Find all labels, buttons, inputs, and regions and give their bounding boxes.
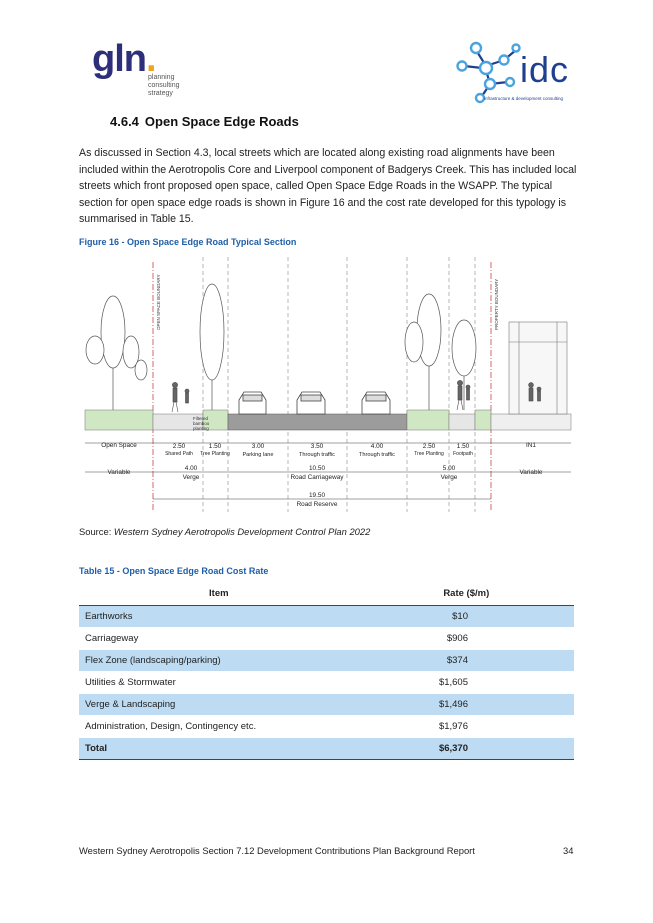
source-text: Western Sydney Aerotropolis Development Control Plan 2022: [113, 526, 371, 537]
table-header-row: [79, 582, 574, 606]
total-item: Total: [79, 738, 359, 760]
carriageway-width: 10.50: [309, 465, 325, 472]
footer-page-number: 34: [563, 845, 574, 856]
cost-rate-table: [79, 582, 574, 760]
gln-logo: [92, 40, 156, 78]
road-cross-section-figure: [79, 252, 579, 516]
section-number: 4.6.4: [110, 114, 139, 129]
reserve-width: 19.50: [309, 492, 325, 499]
verge-left-label: Verge: [182, 474, 200, 481]
right-zone-label: IN1: [526, 442, 536, 449]
segment-label-tree-planting-right: Tree Planting: [414, 451, 444, 457]
row-item: Verge & Landscaping: [79, 694, 359, 716]
segment-width-shared-path: 2.50: [172, 443, 186, 450]
verge-right-width: 5.00: [442, 465, 456, 472]
table-caption: Table 15 - Open Space Edge Road Cost Rate: [79, 566, 269, 576]
gln-tagline-line: consulting: [148, 82, 180, 89]
property-boundary-label: PROPERTY BOUNDARY: [494, 278, 499, 330]
column-header-rate: Rate ($/m): [359, 582, 574, 606]
row-item: Utilities & Stormwater: [79, 672, 359, 694]
segment-label-footpath: Footpath: [453, 451, 473, 457]
row-rate: $374: [359, 650, 574, 672]
gln-tagline-line: planning: [148, 74, 175, 81]
open-space-ground: [85, 410, 153, 430]
row-rate: $1,496: [359, 694, 574, 716]
filtered-bamboo-label-1: Filtered: [193, 416, 209, 421]
column-header-item: Item: [79, 582, 359, 606]
source-prefix: Source:: [79, 526, 114, 537]
table-row: [79, 672, 574, 694]
total-rate: $6,370: [359, 738, 574, 760]
segment-label-parking: Parking lane: [242, 452, 274, 458]
section-heading: [110, 114, 299, 129]
table-total-row: [79, 738, 574, 760]
figure-caption: Figure 16 - Open Space Edge Road Typical Section: [79, 237, 297, 247]
segment-width-tree-planting-left: 1.50: [208, 443, 222, 450]
row-rate: $1,605: [359, 672, 574, 694]
segment-label-through-2: Through traffic: [359, 452, 395, 458]
carriageway-label: Road Carriageway: [290, 474, 344, 481]
variable-right-label: Variable: [519, 469, 543, 476]
gln-logo-word: gln: [92, 38, 146, 80]
table-row: [79, 716, 574, 738]
table-row: [79, 628, 574, 650]
row-item: Administration, Design, Contingency etc.: [79, 716, 359, 738]
segment-label-tree-planting-left: Tree Planting: [200, 451, 230, 457]
figure-source: [79, 526, 370, 537]
section-title: Open Space Edge Roads: [144, 114, 299, 129]
row-rate: $906: [359, 628, 574, 650]
segment-width-parking: 3.00: [251, 443, 265, 450]
row-rate: $1,976: [359, 716, 574, 738]
filtered-bamboo-label-3: planting: [193, 426, 209, 431]
open-space-boundary-label: OPEN SPACE BOUNDARY: [156, 274, 161, 330]
footpath-ground: [449, 414, 475, 430]
segment-label-shared-path: Shared Path: [165, 451, 193, 457]
verge-left-width: 4.00: [184, 465, 198, 472]
segment-label-through-1: Through traffic: [299, 452, 335, 458]
left-zone-label: Open Space: [101, 442, 137, 449]
body-paragraph: As discussed in Section 4.3, local streets which are located along existing road alignments have been included within the Aerotropolis Core and Liverpool component of Badgerys Creek. This has included local streets which front proposed open space, called Open Space Edge Roads in the WSAPP. The typical section for open space edge roads is shown in Figure 16 and the cost rate developed for this typology is summarised in Table 15.: [79, 147, 577, 226]
idc-logo-word: idc: [520, 49, 570, 90]
variable-left-label: Variable: [107, 469, 131, 476]
segment-width-tree-planting-right: 2.50: [422, 443, 436, 450]
table-row: [79, 694, 574, 716]
carriageway-surface: [228, 414, 407, 430]
gln-logo-dot: .: [145, 38, 156, 80]
property-ground: [475, 410, 491, 430]
segment-width-through-1: 3.50: [310, 443, 324, 450]
right-planting-ground: [407, 410, 449, 430]
row-item: Carriageway: [79, 628, 359, 650]
filtered-bamboo-label-2: bamboo: [193, 421, 210, 426]
idc-tagline: infrastructure & development consulting: [484, 96, 564, 101]
table-row: [79, 606, 574, 628]
footer-report-title: Western Sydney Aerotropolis Section 7.12 Development Contributions Plan Background Report: [79, 845, 475, 856]
reserve-label: Road Reserve: [296, 501, 338, 508]
gln-tagline-line: strategy: [148, 90, 173, 97]
row-item: Earthworks: [79, 606, 359, 628]
row-item: Flex Zone (landscaping/parking): [79, 650, 359, 672]
segment-width-footpath: 1.50: [456, 443, 470, 450]
table-row: [79, 650, 574, 672]
verge-right-label: Verge: [440, 474, 458, 481]
gln-tagline: [148, 74, 180, 98]
segment-width-through-2: 4.00: [370, 443, 384, 450]
row-rate: $10: [359, 606, 574, 628]
property-lot-ground: [491, 414, 571, 430]
